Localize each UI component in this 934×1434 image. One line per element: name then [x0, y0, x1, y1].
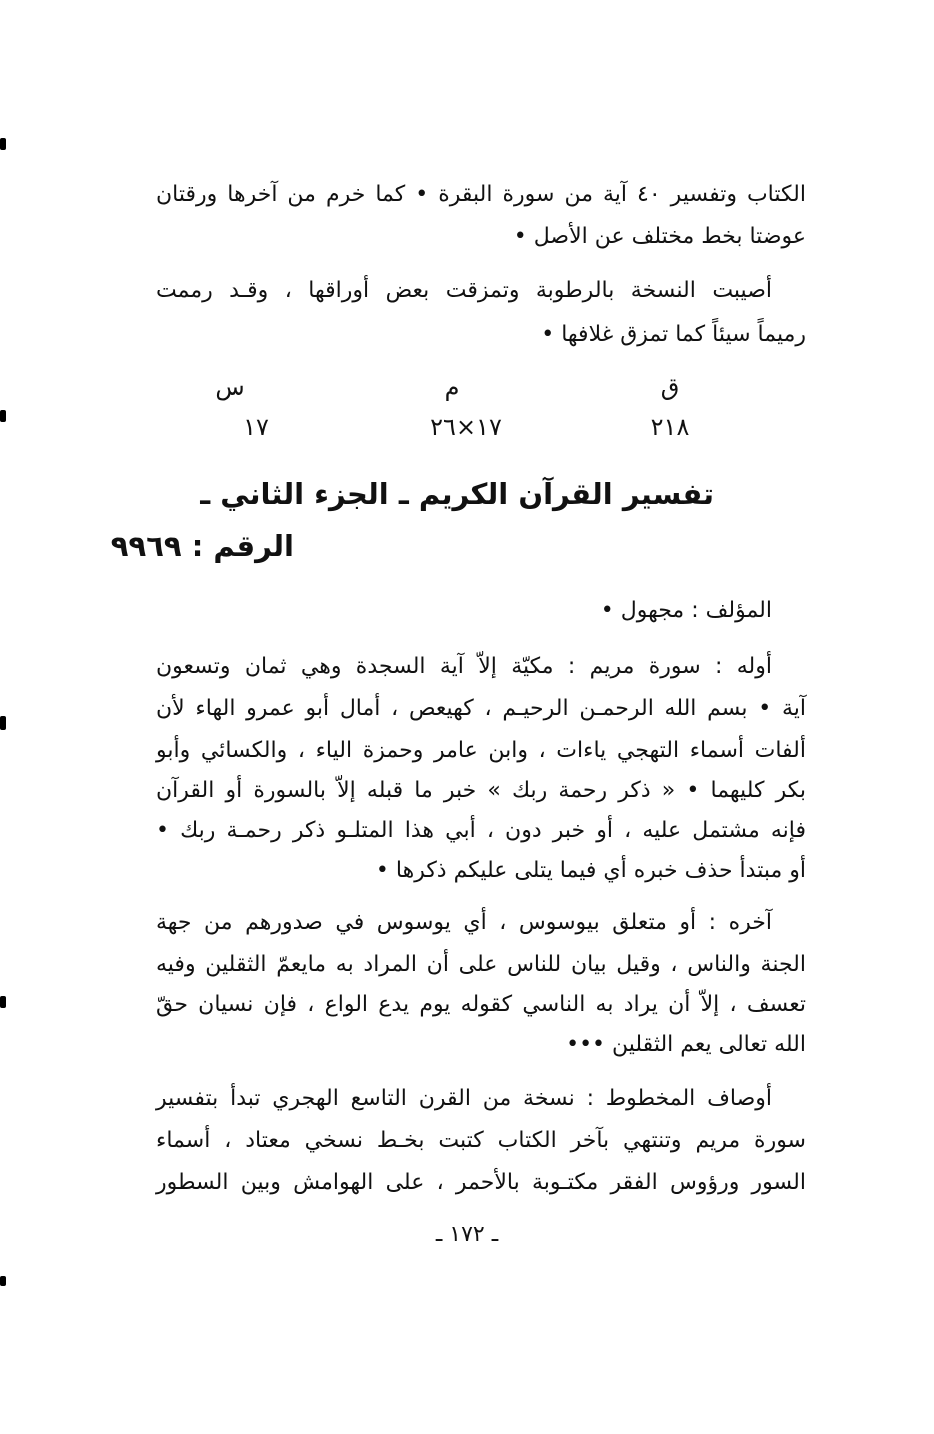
ending-line: الجنة والناس ، وقيل بيان للناس على أن المراد به مايعمّ الثقلين وفيه	[156, 952, 806, 977]
ending-line: تعسف ، إلاّ أن يراد به الناسي كقوله يوم يدع الواع ، فإن نسيان حقّ	[156, 992, 806, 1017]
measure-value-size: ١٧×٢٦	[430, 413, 502, 441]
scan-edge-mark	[0, 410, 6, 422]
description-line: سورة مريم وتنتهي بآخر الكتاب كتبت بخـط نسخي معتاد ، أسماء	[156, 1128, 806, 1153]
scan-edge-mark	[0, 716, 6, 730]
measure-value-lines: ١٧	[243, 413, 269, 441]
ending-line: آخره : أو متعلق بيوسوس ، أي يوسوس في صدورهم من جهة	[156, 910, 772, 935]
intro-line: أصيبت النسخة بالرطوبة وتمزقت بعض أوراقها ، وقـد رممت	[156, 278, 772, 303]
measure-header-leaves: ق	[660, 373, 680, 401]
ending-line: الله تعالى يعم الثقلين •••	[566, 1032, 806, 1057]
intro-line: الكتاب وتفسير ٤٠ آية من سورة البقرة • كما خرم من آخرها ورقتان	[156, 182, 806, 207]
author-line: المؤلف : مجهول •	[600, 598, 772, 623]
beginning-line: بكر كليهما • « ذكر رحمة ربك » خبر ما قبله إلاّ بالسورة أو القرآن	[156, 778, 806, 803]
beginning-line: أوله : سورة مريم : مكيّة إلاّ آية السجدة وهي ثمان وتسعون	[156, 654, 772, 679]
beginning-line: آية • بسم الله الرحمـن الرحيـم ، كهيعص ، أمال أبو عمرو الهاء لأن	[156, 696, 806, 721]
measure-header-size: م	[444, 373, 460, 401]
description-line: السور ورؤوس الفقر مكتـوبة بالأحمر ، على الهوامش وبين السطور	[156, 1170, 806, 1195]
intro-line: عوضتا بخط مختلف عن الأصل •	[513, 224, 806, 249]
scan-edge-mark	[0, 1276, 6, 1286]
scan-edge-mark	[0, 138, 6, 150]
beginning-line: ألفات أسماء التهجي ياءات ، وابن عامر وحمزة الياء ، والكسائي وأبو	[156, 738, 806, 763]
section-title: تفسير القرآن الكريم ـ الجزء الثاني ـ	[200, 477, 714, 511]
description-line: أوصاف المخطوط : نسخة من القرن التاسع الهجري تبدأ بتفسير	[156, 1086, 772, 1111]
intro-line: رميماً سيئاً كما تمزق غلافها •	[541, 322, 806, 347]
record-number: الرقم : ٩٩٦٩	[110, 529, 294, 563]
beginning-line: أو مبتدأ حذف خبره أي فيما يتلى عليكم ذكرها •	[375, 858, 806, 883]
measure-value-leaves: ٢١٨	[650, 413, 690, 441]
scan-edge-mark	[0, 996, 6, 1008]
beginning-line: فإنه مشتمل عليه ، أو خبر دون ، أبي هذا المتلـو ذكر رحمـة ربك •	[156, 818, 806, 843]
page-number: ـ ١٧٢ ـ	[435, 1222, 499, 1247]
measure-header-lines: س	[215, 373, 245, 401]
